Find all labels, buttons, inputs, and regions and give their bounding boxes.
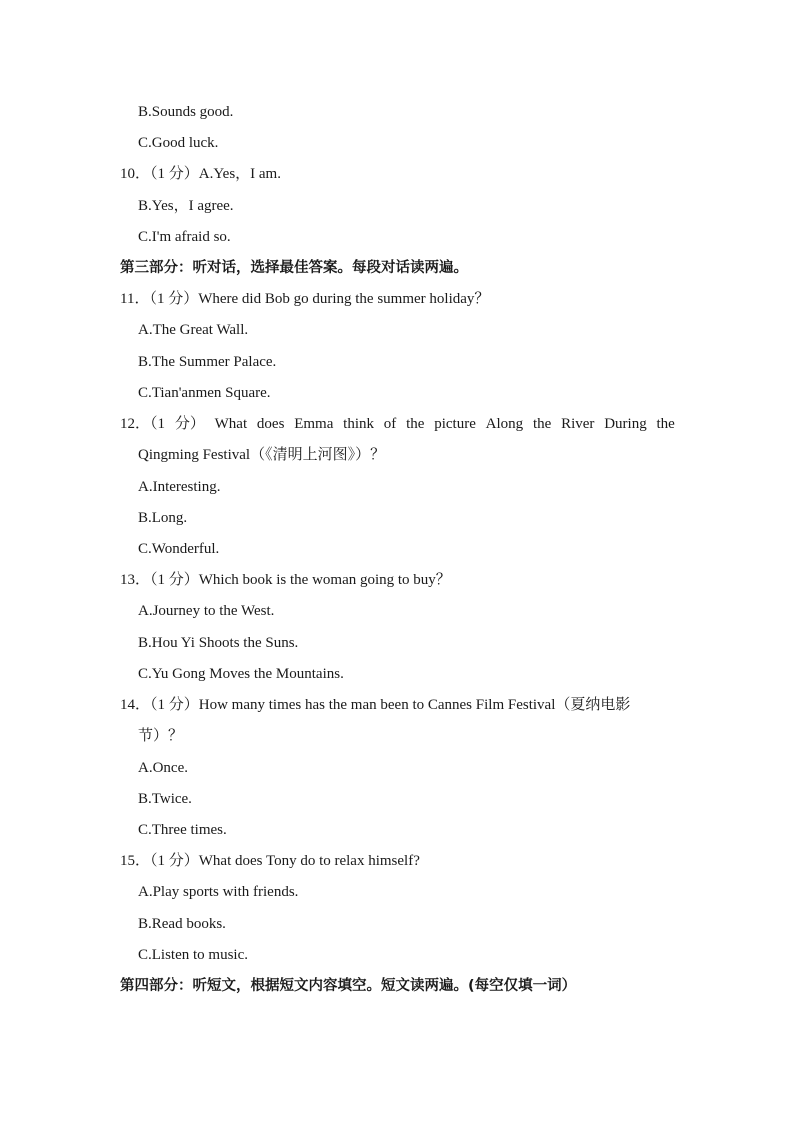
q12-option-c: C.Wonderful.: [138, 541, 220, 557]
q12-stem: [120, 414, 675, 434]
q13-option-c: C.Yu Gong Moves the Mountains.: [138, 666, 344, 682]
q9-option-c: C.Good luck.: [138, 135, 219, 151]
q15-option-b: B.Read books.: [138, 916, 226, 932]
part3-heading: 第三部分：听对话，选择最佳答案。每段对话读两遍。: [120, 260, 468, 276]
q12-stem-word: 12．（1: [120, 416, 166, 432]
q13-option-b: B.Hou Yi Shoots the Suns.: [138, 635, 299, 651]
q12-stem-word: the: [656, 416, 675, 432]
q12-option-b: B.Long.: [138, 510, 188, 526]
q14-option-c: C.Three times.: [138, 822, 227, 838]
q9-option-b: B.Sounds good.: [138, 104, 234, 120]
q15-option-c: C.Listen to music.: [138, 947, 248, 963]
q12-stem-word: River: [561, 416, 595, 432]
q12-stem-word: of: [383, 416, 397, 432]
q10-option-b: B.Yes，I agree.: [138, 198, 234, 214]
q12-stem-word: Emma: [294, 416, 334, 432]
q12-option-a: A.Interesting.: [138, 479, 221, 495]
q12-stem-word: Along: [485, 416, 524, 432]
q11-option-a: A.The Great Wall.: [138, 322, 249, 338]
q12-stem-word: the: [532, 416, 552, 432]
q12-stem-word: the: [406, 416, 425, 432]
q14-stem: 14．（1 分）How many times has the man been to Cannes Film Festival（夏纳电影: [120, 697, 631, 713]
q13-option-a: A.Journey to the West.: [138, 603, 275, 619]
q11-option-c: C.Tian'anmen Square.: [138, 385, 271, 401]
q11-stem: 11．（1 分）Where did Bob go during the summer holiday？: [120, 291, 490, 307]
q12-stem-word: does: [256, 416, 285, 432]
q15-option-a: A.Play sports with friends.: [138, 884, 299, 900]
q12-stem-word: think: [343, 416, 374, 432]
q13-stem: 13．（1 分）Which book is the woman going to buy？: [120, 572, 451, 588]
q15-stem: 15．（1 分）What does Tony do to relax himself?: [120, 853, 420, 869]
q12-stem-word: picture: [434, 416, 476, 432]
q12-stem-word: During: [604, 416, 647, 432]
q11-option-b: B.The Summer Palace.: [138, 354, 277, 370]
q12-stem-word: What: [214, 416, 248, 432]
part4-heading: 第四部分：听短文，根据短文内容填空。短文读两遍。(每空仅填一词）: [120, 978, 577, 994]
q14-option-b: B.Twice.: [138, 791, 192, 807]
q10-stem: 10．（1 分）A.Yes，I am.: [120, 166, 281, 182]
q10-option-c: C.I'm afraid so.: [138, 229, 231, 245]
q14-option-a: A.Once.: [138, 760, 188, 776]
q12-stem-word: 分）: [174, 416, 205, 432]
q14-stem-continued: 节）？: [138, 728, 184, 744]
q12-stem-continued: Qingming Festival（《清明上河图》）？: [138, 447, 386, 463]
